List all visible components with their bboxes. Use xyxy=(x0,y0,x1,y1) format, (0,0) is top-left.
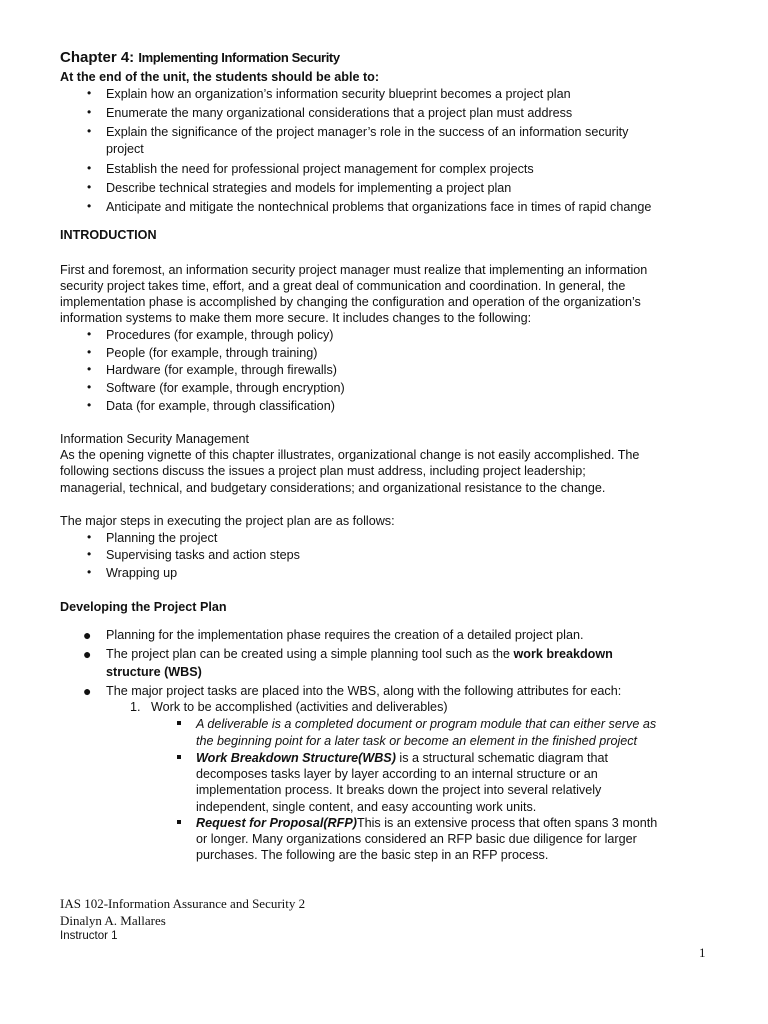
bullet-icon: • xyxy=(87,199,92,213)
square-bullet-icon xyxy=(177,755,181,759)
bullet-icon: ● xyxy=(83,646,92,662)
bullet-icon: • xyxy=(87,362,92,376)
ism-para-line: following sections discuss the issues a project plan must address, including project leadership; xyxy=(60,464,586,478)
bullet-icon: • xyxy=(87,345,92,359)
bullet-icon: • xyxy=(87,124,92,138)
intro-heading: INTRODUCTION xyxy=(60,228,157,242)
bullet-icon: ● xyxy=(83,683,92,699)
numbered-label: 1. xyxy=(130,700,141,714)
bullet-icon: • xyxy=(87,547,92,561)
ism-para-line: As the opening vignette of this chapter illustrates, organizational change is not easily accomplished. The xyxy=(60,448,640,462)
intro-item: Software (for example, through encryption) xyxy=(106,381,345,395)
wbs-term-continued: structure (WBS) xyxy=(106,665,202,679)
bullet-icon: • xyxy=(87,86,92,100)
square-bullet-icon xyxy=(177,721,181,725)
objective-item: Explain how an organization’s information security blueprint becomes a project plan xyxy=(106,87,571,101)
bullet-icon: ● xyxy=(83,627,92,643)
intro-item: Hardware (for example, through firewalls) xyxy=(106,363,337,377)
wbs-def-text: is a structural schematic diagram that xyxy=(395,751,608,765)
step-item: Wrapping up xyxy=(106,566,178,580)
square-bullet-icon xyxy=(177,820,181,824)
intro-para-line: implementation phase is accomplished by changing the configuration and operation of the organization’s xyxy=(60,295,641,309)
dev-bullet-3: The major project tasks are placed into the WBS, along with the following attributes for each: xyxy=(106,684,622,698)
chapter-title xyxy=(60,49,340,66)
dev-bullet-1: Planning for the implementation phase requires the creation of a detailed project plan. xyxy=(106,628,584,642)
objective-item: Enumerate the many organizational considerations that a project plan must address xyxy=(106,106,573,120)
bullet-icon: • xyxy=(87,380,92,394)
intro-item: People (for example, through training) xyxy=(106,346,318,360)
deliverable-def-line xyxy=(196,716,656,732)
page-number: 1 xyxy=(699,945,706,960)
rfp-def-line xyxy=(196,815,657,831)
intro-item: Procedures (for example, through policy) xyxy=(106,328,334,342)
wbs-def-line: decomposes tasks layer by layer according to an internal structure or an xyxy=(196,767,598,781)
footer-course: IAS 102-Information Assurance and Security 2 xyxy=(60,896,306,911)
footer-name: Dinalyn A. Mallares xyxy=(60,913,166,928)
intro-para-line: information systems to make them more secure. It includes changes to the following: xyxy=(60,311,532,325)
step-item: Planning the project xyxy=(106,531,218,545)
bullet-icon: • xyxy=(87,398,92,412)
wbs-term: work breakdown xyxy=(513,647,613,661)
steps-intro: The major steps in executing the project plan are as follows: xyxy=(60,514,395,528)
bullet-icon: • xyxy=(87,565,92,579)
wbs-def-line: independent, single content, and easy accounting work units. xyxy=(196,800,537,814)
objective-item-continued: project xyxy=(106,142,144,156)
rfp-def-text: This is an extensive process that often spans 3 month xyxy=(356,816,658,830)
chapter-subtitle: Implementing Information Security xyxy=(138,50,340,65)
deliverable-def-text: the beginning point for a later task or become an element in the finished project xyxy=(196,734,638,748)
bullet-icon: • xyxy=(87,530,92,544)
bullet-icon: • xyxy=(87,327,92,341)
ism-para-line: managerial, technical, and budgetary considerations; and organizational resistance to the change. xyxy=(60,481,606,495)
footer-role: Instructor 1 xyxy=(60,930,118,942)
step-item: Supervising tasks and action steps xyxy=(106,548,300,562)
bullet-icon: • xyxy=(87,180,92,194)
wbs-def-term: Work Breakdown Structure(WBS) xyxy=(196,751,396,765)
deliverable-def-text: A deliverable is a completed document or program module that can either serve as xyxy=(196,717,657,731)
numbered-item: Work to be accomplished (activities and deliverables) xyxy=(151,700,448,714)
rfp-def-line: purchases. The following are the basic step in an RFP process. xyxy=(196,848,549,862)
objective-item: Establish the need for professional project management for complex projects xyxy=(106,162,534,176)
objective-item: Anticipate and mitigate the nontechnical problems that organizations face in times of rapid change xyxy=(106,200,652,214)
intro-item: Data (for example, through classification) xyxy=(106,399,335,413)
bullet-icon: • xyxy=(87,105,92,119)
objectives-heading: At the end of the unit, the students should be able to: xyxy=(60,70,380,84)
bullet-icon: • xyxy=(87,161,92,175)
objective-item: Describe technical strategies and models for implementing a project plan xyxy=(106,181,512,195)
intro-para-line: security project takes time, effort, and a great deal of communication and coordination. In general, the xyxy=(60,279,626,293)
wbs-def-line xyxy=(196,750,608,766)
intro-para-line: First and foremost, an information security project manager must realize that implementing an information xyxy=(60,263,648,277)
ism-heading: Information Security Management xyxy=(60,432,249,446)
chapter-label: Chapter 4: xyxy=(60,49,135,66)
dev-heading: Developing the Project Plan xyxy=(60,600,227,614)
rfp-def-term: Request for Proposal(RFP) xyxy=(196,816,357,830)
dev-bullet-2 xyxy=(106,646,613,662)
wbs-def-line: implementation process. It breaks down the project into several relatively xyxy=(196,783,602,797)
objective-item: Explain the significance of the project manager’s role in the success of an information security xyxy=(106,125,629,139)
deliverable-def-line xyxy=(196,733,637,749)
rfp-def-line: or longer. Many organizations considered an RFP basic due diligence for larger xyxy=(196,832,637,846)
dev-bullet-2-text: The project plan can be created using a simple planning tool such as the xyxy=(106,647,514,661)
